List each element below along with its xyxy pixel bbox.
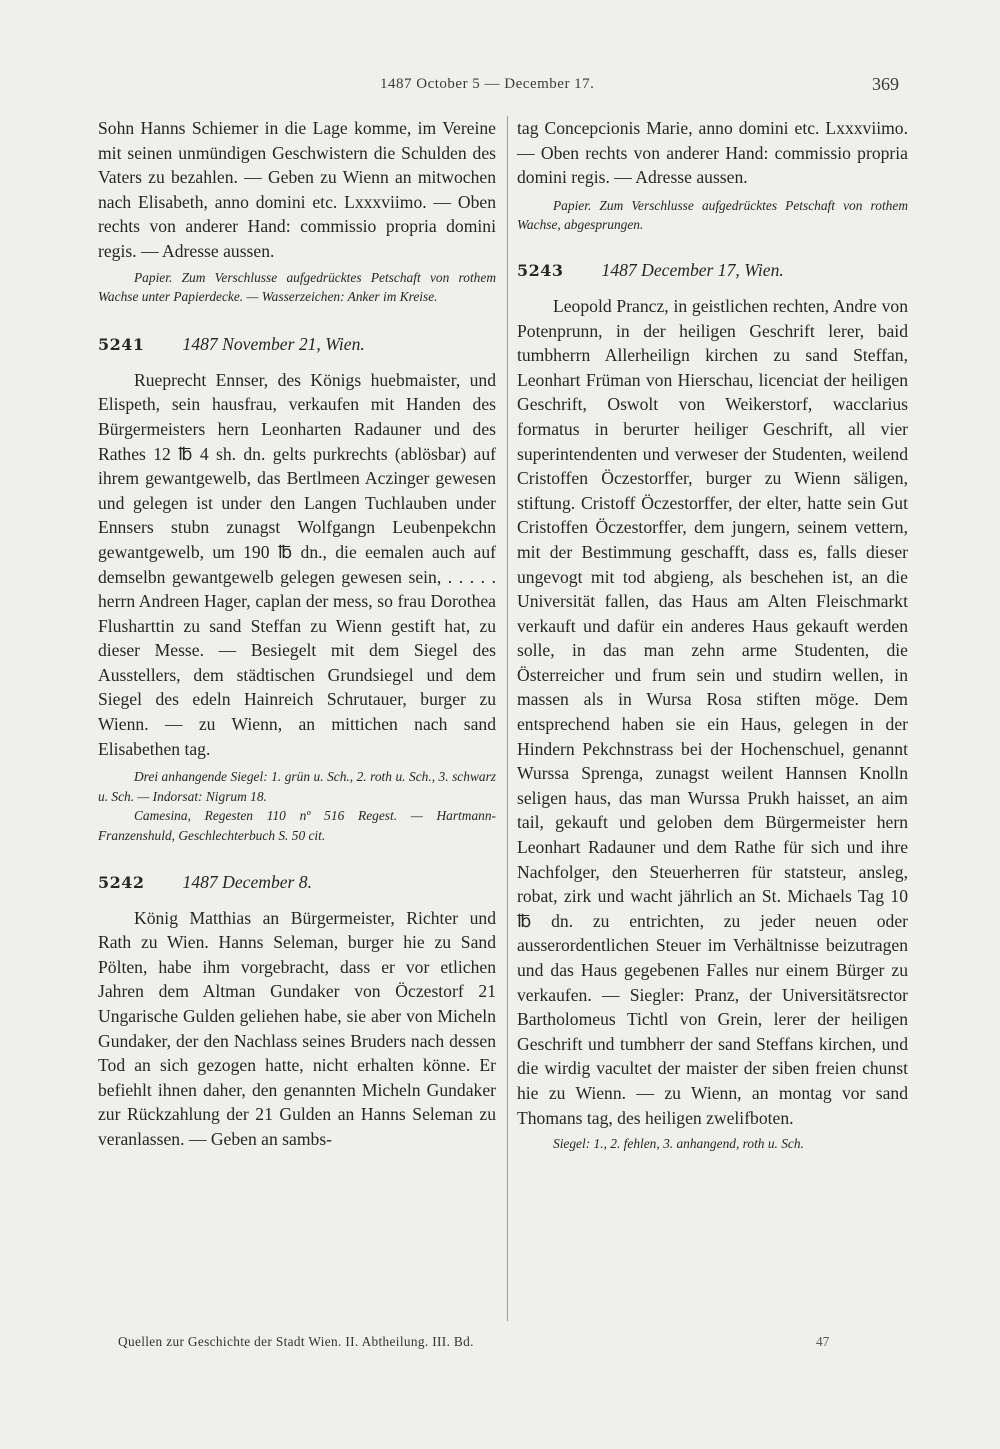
- entry-date: 1487 December 8.: [182, 871, 313, 892]
- continued-text: Sohn Hanns Schiemer in die Lage komme, im Vereine mit seinen unmündigen Geschwistern die Schulden des Vaters zu bezahlen. — Geben zu Wienn an mitwochen nach Elisabeth, anno domini etc. Lxxxviimo. — Oben rechts von anderer Hand: commissio propria domini regis. — Adresse aussen.: [98, 118, 496, 261]
- signature-mark: 47: [816, 1334, 830, 1349]
- entry-body-5243: Leopold Prancz, in geistlichen rechten, Andre von Potenprunn, in der heiligen Geschrift lerer, baid tumbherrn Allerheilign kirchen zu sand Steffan, Leonhart Früman von Hierschau, licenciat der heiligen Geschrift, Oswolt von Weikerstorf, wacclarius formatus in berurter heiliger Geschrift, all vier superintendenten und verweser der Studenten, weilend Cristoffen Öczestorffer, burger zu Wienn säligen, stiftung. Cristoff Öczestorffer, der elter, hatte sein Gut Cristoffen Öczestorffer, dem jungern, seinem vettern, mit der Bestimmung geschafft, dass es, falls dieser ungevogt mit tod abgieng, als beschehen ist, an die Universität fallen, das Haus am Alten Fleischmarkt verkauft und dafür ein anderes Haus gekauft werden solle, in das man zehn arme Studenten, die Österreicher und frum sein und studirn wellen, in massen als in Wursa Rosa stiften möge. Dem entsprechend haben sie ein Haus, gelegen in der Hindern Pekchnstrass bei der Hochenschuel, genannt Wurssa Sprenga, zunagst weilent Hannsen Knolln seligen haus, das man Wurssa Prukh haisset, an aim tail, gekauft und geloben dem Bürgermeister hern Leonhart Radauner und dem Rathe für sich und ihre Nachfolger, den Steuerherren für statsteur, ansleg, robat, zirk und wacht jährlich an St. Michaels Tag 10 ℔ dn. zu entrichten, zu jeder neuen oder ausserordentlichen Steuer im Verhältnisse beizutragen und das Haus gegebenen Falles nur einem Bürger zu verkaufen. — Siegler: Pranz, der Universitätsrector Bartholomeus Tichtl von Grein, lerer der heiligen Geschrift und tumbherr der sand Steffans kirchen, und die wirdig vacultet der maister der siben freien chunst hie zu Wienn. — zu Wienn, an montag vor sand Thomans tag, des heiligen zwelifboten.: [517, 295, 908, 1128]
- archival-note: Papier. Zum Verschlusse aufgedrücktes Petschaft von rothem Wachse, abgesprungen.: [517, 197, 908, 233]
- entry-heading-5243: [517, 258, 908, 283]
- entry-date: 1487 November 21, Wien.: [182, 333, 365, 354]
- footer-source: Quellen zur Geschichte der Stadt Wien. II. Abtheilung. III. Bd.: [118, 1334, 474, 1349]
- page-number: 369: [872, 74, 899, 94]
- page-header: [0, 76, 1000, 102]
- seal-note-5243: Siegel: 1., 2. fehlen, 3. anhangend, roth u. Sch.: [553, 1136, 804, 1152]
- right-column: [517, 116, 908, 1154]
- running-title: 1487 October 5 — December 17.: [380, 76, 595, 92]
- left-column: [98, 116, 496, 1152]
- column-divider: [507, 116, 508, 1321]
- entry-number: 5243: [517, 260, 564, 280]
- seal-note-5241: Drei anhangende Siegel: 1. grün u. Sch., 2. roth u. Sch., 3. schwarz u. Sch. — Indorsat: Nigrum 18.: [98, 769, 496, 804]
- entry-heading-5242: [98, 870, 496, 895]
- archival-note: Papier. Zum Verschlusse aufgedrücktes Petschaft von rothem Wachse unter Papierdecke. — Wasserzeichen: Anker im Kreise.: [98, 269, 496, 305]
- entry-number: 5242: [98, 872, 145, 892]
- entry-body-5241: Rueprecht Ennser, des Königs huebmaister, und Elispeth, sein hausfrau, verkaufen mit Handen des Bürgermeisters hern Leonharten Radauner und des Rathes 12 ℔ 4 sh. dn. gelts purkrechts (ablösbar) auf ihrem gewantgewelb, das Bertlmeen Aczinger gewesen und gelegen ist under den Langen Tuchlauben under Ennsers stubn zunagst Wolfgangn Leubenpekchn gewantgewelb, um 190 ℔ dn., die eemalen auch auf demselbn gewantgewelb gelegen gewesen sein, . . . . . herrn Andreen Hager, caplan der mess, so frau Dorothea Flusharttin zu sand Steffan zu Wienn gestift hat, zu dieser Messe. — Besiegelt mit dem Siegel des Ausstellers, dem städtischen Grundsiegel und dem Siegel des edeln Hainreich Schrutauer, burger zu Wienn. — zu Wienn, an mittichen nach sand Elisabethen tag.: [98, 369, 496, 759]
- entry-heading-5241: [98, 332, 496, 357]
- entry-number: 5241: [98, 334, 145, 354]
- entry-body-5242: König Matthias an Bürgermeister, Richter und Rath zu Wien. Hanns Seleman, burger hie zu Sand Pölten, habe ihm vorgebracht, dass er vor etlichen Jahren dem Altman Gundaker von Öczestorf 21 Ungarische Gulden geliehen habe, sie aber von Micheln Gundaker, der den Nachlass seines Bruders nach dessen Tod an sich gezogen hatte, nicht erhalten könne. Er befiehlt ihnen daher, den genannten Micheln Gundaker zur Rückzahlung der 21 Gulden an Hanns Seleman zu veranlassen. — Geben an sambs-: [98, 907, 496, 1149]
- entry-date: 1487 December 17, Wien.: [601, 259, 784, 280]
- reference-note-5241: Camesina, Regesten 110 nº 516 Regest. — Hartmann-Franzenshuld, Geschlechterbuch S. 50 cit.: [98, 808, 496, 844]
- continued-text: tag Concepcionis Marie, anno domini etc. Lxxxviimo. — Oben rechts von anderer Hand: commissio propria domini regis. — Adresse aussen.: [517, 118, 908, 188]
